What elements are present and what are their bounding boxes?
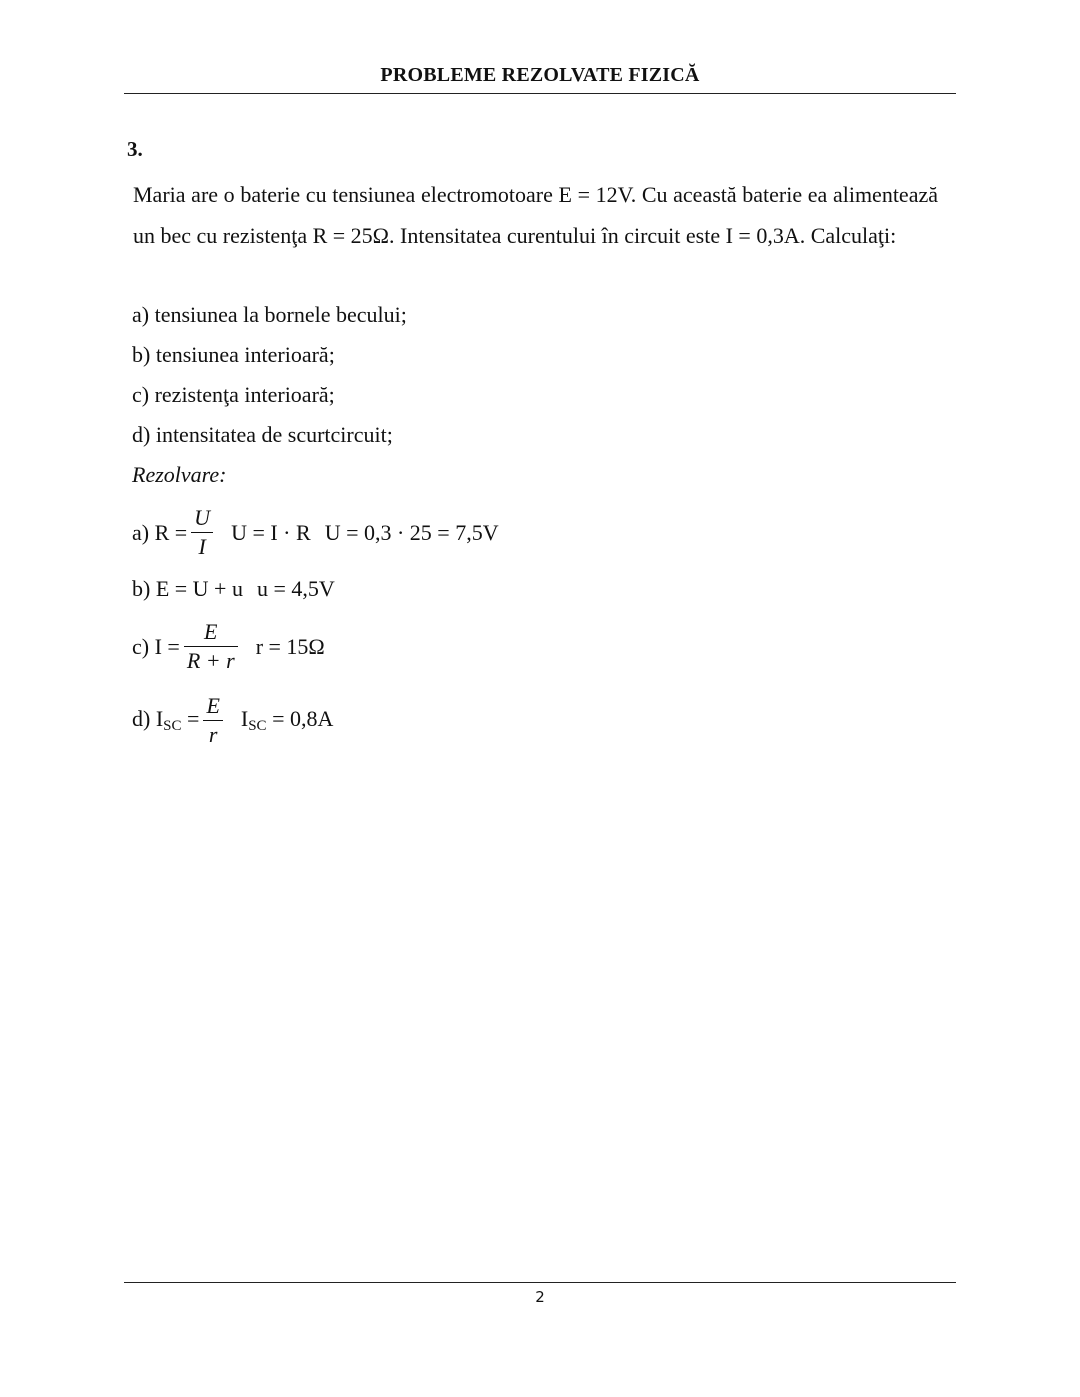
- solution-a-prefix: a) R =: [132, 519, 188, 545]
- task-item-d: d) intensitatea de scurtcircuit;: [132, 422, 393, 447]
- solution-c-result: r = 15Ω: [255, 633, 325, 659]
- problem-number: 3.: [127, 137, 143, 161]
- fraction-e-over-r-plus-r: [184, 618, 238, 675]
- solution-a-result: U = 0,3 · 25 = 7,5V: [324, 519, 499, 545]
- solution-line-b: [132, 576, 335, 602]
- page-header-title: PROBLEME REZOLVATE FIZICĂ: [380, 64, 700, 86]
- fraction-numerator: E: [204, 619, 218, 644]
- task-item-c: c) rezistenţa interioară;: [132, 382, 335, 407]
- solution-b-equation: b) E = U + u: [132, 576, 243, 601]
- problem-statement: Maria are o baterie cu tensiunea electromotoare E = 12V. Cu această baterie ea alimentează un bec cu rezistenţa R = 25Ω. Intensitatea curentului în circuit este I = 0,3A. Calculaţi:: [133, 182, 938, 248]
- fraction-numerator: U: [194, 505, 211, 530]
- solution-d-result: $I_{SC} = 0,8A$: [240, 706, 334, 734]
- fraction-numerator: E: [206, 693, 220, 718]
- fraction-e-over-r: [203, 692, 222, 749]
- fraction-denominator: R + r: [186, 648, 235, 673]
- footer-rule: [124, 1282, 956, 1283]
- solution-line-a: [132, 504, 499, 561]
- task-item-b: b) tensiunea interioară;: [132, 342, 335, 367]
- solution-heading: Rezolvare:: [132, 462, 227, 487]
- solution-line-c: [132, 618, 325, 675]
- page-number: 2: [535, 1288, 545, 1306]
- task-item-a: a) tensiunea la bornele becului;: [132, 302, 407, 327]
- solution-d-prefix: d) $I_{SC}$ =: [132, 706, 200, 734]
- solution-line-d: [132, 692, 333, 749]
- solution-b-result: u = 4,5V: [256, 576, 335, 601]
- fraction-denominator: r: [208, 722, 218, 747]
- solution-c-prefix: c) I =: [132, 633, 180, 659]
- solution-a-ohm-law: U = I · R: [231, 519, 311, 545]
- fraction-u-over-i: [191, 504, 213, 561]
- fraction-denominator: I: [198, 534, 206, 559]
- header-rule: [124, 93, 956, 94]
